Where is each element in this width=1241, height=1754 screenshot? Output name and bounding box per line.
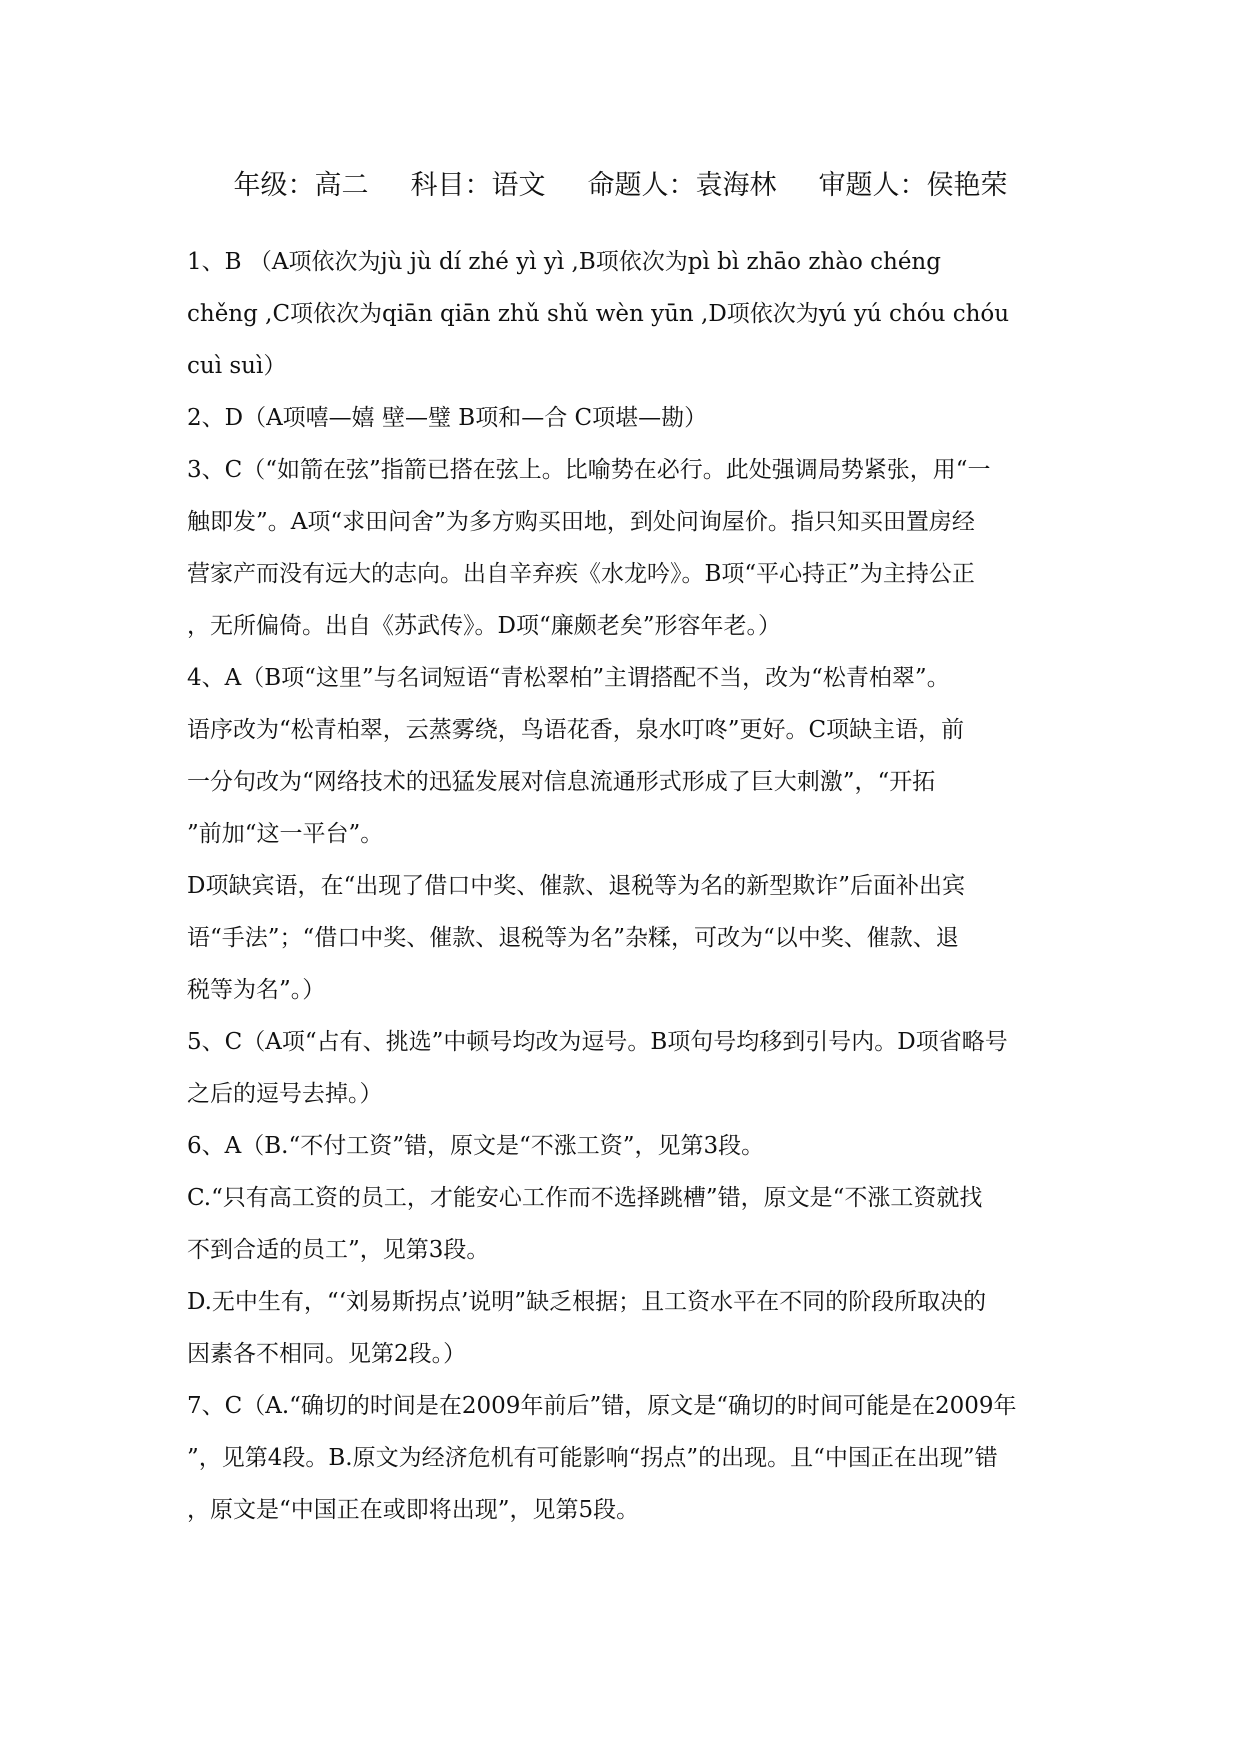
text-line: 3、C（“如箭在弦”指箭已搭在弦上。比喻势在必行。此处强调局势紧张，用“一 (187, 457, 991, 483)
text-line: 一分句改为“网络技术的迅猛发展对信息流通形式形成了巨大刺激”，“开拓 (187, 769, 936, 795)
text-line: D项缺宾语，在“出现了借口中奖、催款、退税等为名的新型欺诈”后面补出宾 (187, 873, 965, 899)
answer-key-body (187, 236, 1057, 1536)
text-line: 语“手法”；“借口中奖、催款、退税等为名”杂糅，可改为“以中奖、催款、退 (187, 925, 959, 951)
text-line: 7、C（A.“确切的时间是在2009年前后”错，原文是“确切的时间可能是在2009年 (187, 1393, 1017, 1419)
text-line: 不到合适的员工”，见第3段。 (187, 1237, 490, 1263)
text-line: D.无中生有，“‘刘易斯拐点’说明”缺乏根据；且工资水平在不同的阶段所取决的 (187, 1289, 987, 1315)
text-line: ”前加“这一平台”。 (187, 821, 384, 847)
text-line: ，无所偏倚。出自《苏武传》。D项“廉颇老矣”形容年老。） (187, 613, 781, 639)
text-line: 营家产而没有远大的志向。出自辛弃疾《水龙吟》。B项“平心持正”为主持公正 (187, 561, 975, 587)
text-line: ，原文是“中国正在或即将出现”，见第5段。 (187, 1497, 640, 1523)
text-line: chěng ,C项依次为qiān qiān zhǔ shǔ wèn yūn ,D项依次为yú yú chóu chóu (187, 301, 1010, 327)
text-line: 触即发”。A项“求田问舍”为多方购买田地，到处问询屋价。指只知买田置房经 (187, 509, 975, 535)
subject-label: 科目：语文 (410, 170, 546, 201)
text-line: 5、C（A项“占有、挑选”中顿号均改为逗号。B项句号均移到引号内。D项省略号 (187, 1029, 1008, 1055)
reviewer-label: 审题人：侯艳荣 (818, 170, 1008, 201)
text-line: 之后的逗号去掉。） (187, 1081, 383, 1107)
text-line: C.“只有高工资的员工，才能安心工作而不选择跳槽”错，原文是“不涨工资就找 (187, 1185, 983, 1211)
grade-label: 年级：高二 (233, 170, 369, 201)
text-line: 2、D（A项嘻—嬉 壁—璧 B项和—合 C项堪—勘） (187, 405, 708, 431)
text-line: cuì suì） (187, 353, 287, 379)
text-line: 语序改为“松青柏翠，云蒸雾绕，鸟语花香，泉水叮咚”更好。C项缺主语，前 (187, 717, 965, 743)
text-line: 税等为名”。） (187, 977, 326, 1003)
text-line: 6、A（B.“不付工资”错，原文是“不涨工资”，见第3段。 (187, 1133, 765, 1159)
text-line: 因素各不相同。见第2段。） (187, 1341, 467, 1367)
text-line: 1、B （A项依次为jù jù dí zhé yì yì ,B项依次为pì bì zhāo zhào chéng (187, 249, 941, 275)
text-line: 4、A（B项“这里”与名词短语“青松翠柏”主谓搭配不当，改为“松青柏翠”。 (187, 665, 950, 691)
author-label: 命题人：袁海林 (587, 170, 777, 201)
text-line: ”，见第4段。B.原文为经济危机有可能影响“拐点”的出现。且“中国正在出现”错 (187, 1445, 998, 1471)
page-header (0, 166, 1241, 206)
